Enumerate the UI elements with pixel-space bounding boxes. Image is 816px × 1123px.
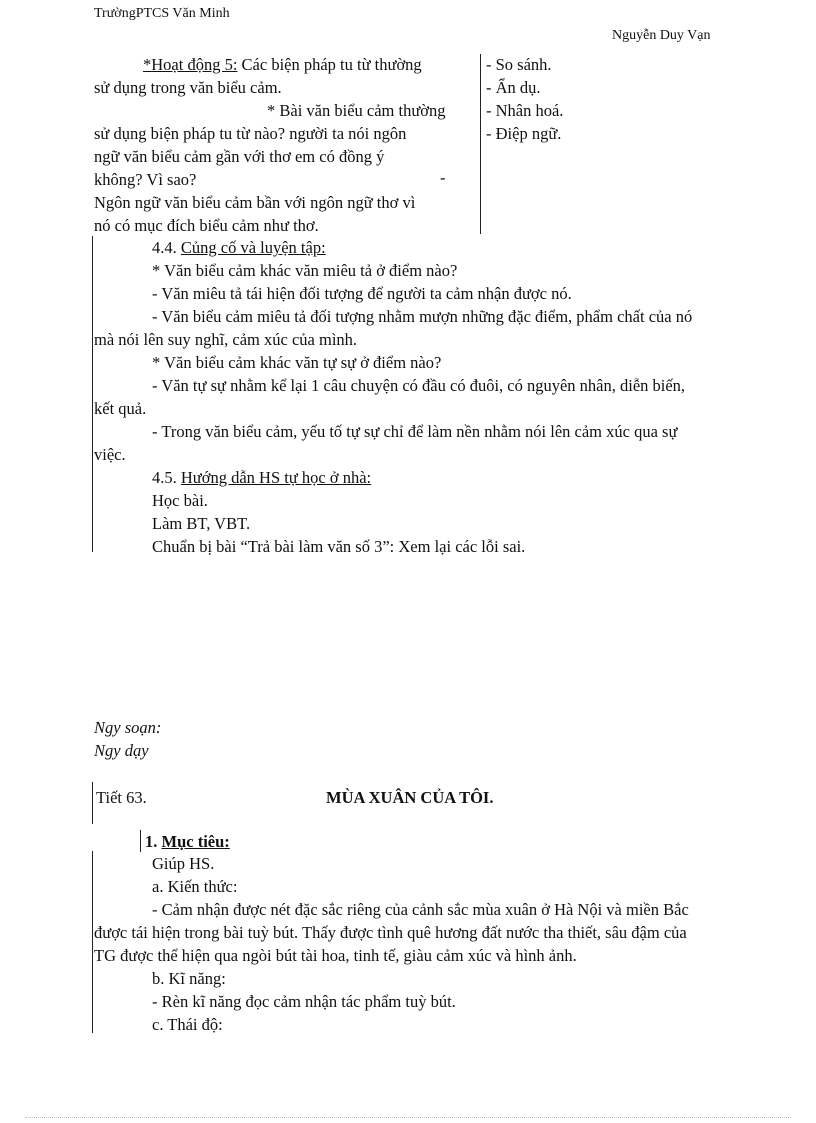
device-item: - Nhân hoá. bbox=[486, 101, 564, 120]
consolidation-line: - Trong văn biểu cảm, yếu tố tự sự chỉ để làm nền nhằm nói lên cảm xúc qua sự bbox=[152, 422, 678, 441]
column-divider bbox=[480, 54, 481, 234]
date-taught: Ngy dạy bbox=[94, 741, 149, 760]
homework-title: Hướng dẫn HS tự học ở nhà: bbox=[180, 468, 372, 487]
date-prepared: Ngy soạn: bbox=[94, 718, 162, 737]
margin-bar bbox=[92, 782, 93, 824]
device-item: - So sánh. bbox=[486, 55, 552, 74]
activity5-title-rest: Các biện pháp tu từ thường bbox=[237, 55, 422, 74]
consolidation-line: mà nói lên suy nghĩ, cảm xúc của mình. bbox=[94, 330, 358, 349]
homework-line: Làm BT, VBT. bbox=[152, 514, 251, 533]
consolidation-line: * Văn biểu cảm khác văn tự sự ở điểm nào? bbox=[152, 353, 442, 372]
margin-bar bbox=[92, 851, 93, 1033]
lesson-period: Tiết 63. bbox=[96, 788, 147, 807]
objectives-line: TG được thể hiện qua ngòi bút tài hoa, tinh tế, giàu cảm xúc và hình ảnh. bbox=[94, 946, 577, 965]
activity5-question: ngữ văn biểu cảm gần với thơ em có đồng ý bbox=[94, 147, 385, 166]
consolidation-heading bbox=[152, 236, 326, 259]
consolidation-line: * Văn biểu cảm khác văn miêu tả ở điểm nào? bbox=[152, 261, 458, 280]
consolidation-line: - Văn biểu cảm miêu tả đối tượng nhằm mượn những đặc điểm, phẩm chất của nó bbox=[152, 307, 693, 326]
activity5-answer: nó có mục đích biểu cảm như thơ. bbox=[94, 216, 319, 235]
consolidation-line: - Văn miêu tả tái hiện đối tượng để người ta cảm nhận được nó. bbox=[152, 284, 572, 303]
margin-bar bbox=[92, 236, 93, 552]
objectives-line: - Cảm nhận được nét đặc sắc riêng của cảnh sắc mùa xuân ở Hà Nội và miền Bắc bbox=[152, 900, 689, 919]
consolidation-line: kết quả. bbox=[94, 399, 147, 418]
consolidation-title: Củng cố và luyện tập: bbox=[180, 238, 326, 257]
objectives-line: Giúp HS. bbox=[152, 854, 215, 873]
objectives-label: 1. bbox=[145, 832, 158, 851]
activity5-line: sử dụng trong văn biểu cảm. bbox=[94, 78, 282, 97]
homework-line: Học bài. bbox=[152, 491, 208, 510]
activity5-answer: Ngôn ngữ văn biểu cảm bần với ngôn ngữ thơ vì bbox=[94, 193, 416, 212]
homework-line: Chuẩn bị bài “Trả bài làm văn số 3”: Xem lại các lỗi sai. bbox=[152, 537, 526, 556]
margin-bar bbox=[140, 830, 141, 852]
stray-dash: - bbox=[440, 168, 446, 187]
consolidation-line: - Văn tự sự nhằm kể lại 1 câu chuyện có đầu có đuôi, có nguyên nhân, diễn biến, bbox=[152, 376, 686, 395]
device-item: - Ẩn dụ. bbox=[486, 78, 541, 97]
objectives-line: - Rèn kĩ năng đọc cảm nhận tác phẩm tuỳ bút. bbox=[152, 992, 456, 1011]
objectives-heading bbox=[145, 830, 230, 853]
objectives-line: c. Thái độ: bbox=[152, 1015, 223, 1034]
page-bottom-rule bbox=[25, 1117, 791, 1118]
lesson-title: MÙA XUÂN CỦA TÔI. bbox=[326, 788, 494, 807]
activity5-heading bbox=[143, 53, 422, 76]
homework-heading bbox=[152, 466, 371, 489]
objectives-line: b. Kĩ năng: bbox=[152, 969, 226, 988]
teacher-name: Nguyễn Duy Vạn bbox=[612, 28, 711, 43]
objectives-line: được tái hiện trong bài tuỳ bút. Thấy được tình quê hương đất nước tha thiết, sâu đậm của bbox=[94, 923, 687, 942]
objectives-title: Mục tiêu: bbox=[161, 832, 230, 851]
objectives-line: a. Kiến thức: bbox=[152, 877, 238, 896]
consolidation-label: 4.4. bbox=[152, 238, 177, 257]
activity5-question: * Bài văn biểu cảm thường bbox=[267, 101, 446, 120]
device-item: - Điệp ngữ. bbox=[486, 124, 562, 143]
homework-label: 4.5. bbox=[152, 468, 177, 487]
activity5-question: không? Vì sao? bbox=[94, 170, 197, 189]
activity5-question: sử dụng biện pháp tu từ nào? người ta nói ngôn bbox=[94, 124, 407, 143]
activity5-title: *Hoạt động 5: bbox=[143, 55, 238, 74]
school-name: TrườngPTCS Văn Minh bbox=[94, 6, 230, 21]
consolidation-line: việc. bbox=[94, 445, 126, 464]
